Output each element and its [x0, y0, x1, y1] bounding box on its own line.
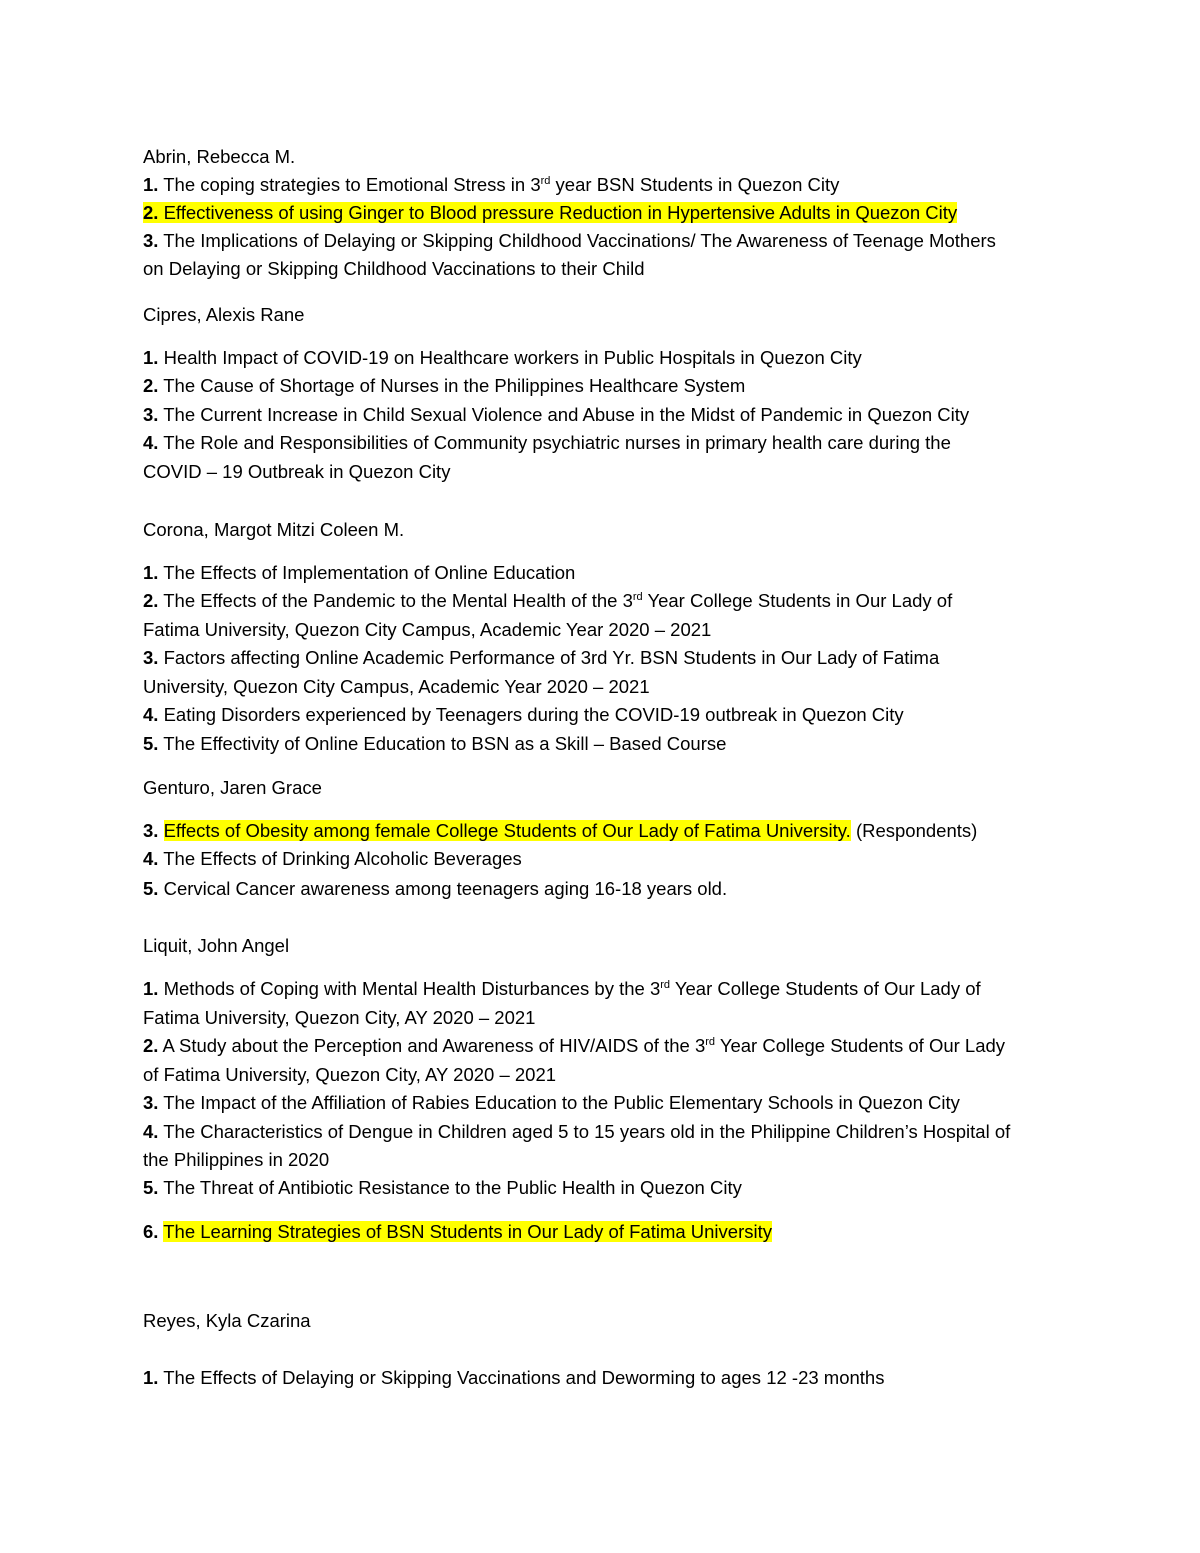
list-item-continuation: of Fatima University, Quezon City, AY 2020 – 2021 — [143, 1064, 557, 1085]
list-item-continuation: the Philippines in 2020 — [143, 1149, 330, 1170]
list-item-continuation: COVID – 19 Outbreak in Quezon City — [143, 461, 451, 482]
list-item: 1. The Effects of Delaying or Skipping Vaccinations and Deworming to ages 12 -23 months — [143, 1367, 885, 1388]
section-name: Genturo, Jaren Grace — [143, 777, 322, 798]
list-item: 4. Eating Disorders experienced by Teenagers during the COVID-19 outbreak in Quezon City — [143, 704, 904, 725]
list-item-partial-highlight: 6. The Learning Strategies of BSN Students in Our Lady of Fatima University — [143, 1221, 772, 1242]
highlighted-text: The Learning Strategies of BSN Students in Our Lady of Fatima University — [163, 1221, 772, 1242]
section-name: Cipres, Alexis Rane — [143, 304, 305, 325]
section-name: Reyes, Kyla Czarina — [143, 1310, 311, 1331]
list-item: 4. The Characteristics of Dengue in Children aged 5 to 15 years old in the Philippine Children’s Hospital of — [143, 1121, 1011, 1142]
list-item: 3. The Impact of the Affiliation of Rabies Education to the Public Elementary Schools in Quezon City — [143, 1092, 960, 1113]
list-item: 1. Health Impact of COVID-19 on Healthcare workers in Public Hospitals in Quezon City — [143, 347, 862, 368]
list-item: 3. The Current Increase in Child Sexual Violence and Abuse in the Midst of Pandemic in Quezon City — [143, 404, 970, 425]
list-item-continuation: Fatima University, Quezon City, AY 2020 – 2021 — [143, 1007, 536, 1028]
list-item-highlighted: 2. Effectiveness of using Ginger to Blood pressure Reduction in Hypertensive Adults in Quezon City — [143, 202, 958, 223]
list-item: 5. The Effectivity of Online Education to BSN as a Skill – Based Course — [143, 733, 727, 754]
list-item: 5. Cervical Cancer awareness among teenagers aging 16-18 years old. — [143, 878, 728, 899]
list-item: 4. The Effects of Drinking Alcoholic Beverages — [143, 848, 522, 869]
list-item-continuation: Fatima University, Quezon City Campus, Academic Year 2020 – 2021 — [143, 619, 712, 640]
list-item: 5. The Threat of Antibiotic Resistance to the Public Health in Quezon City — [143, 1177, 742, 1198]
list-item: 1. Methods of Coping with Mental Health Disturbances by the 3rd Year College Students of Our Lady of — [143, 978, 981, 999]
section-name: Corona, Margot Mitzi Coleen M. — [143, 519, 405, 540]
section-name: Abrin, Rebecca M. — [143, 146, 296, 167]
list-item: 1. The coping strategies to Emotional Stress in 3rd year BSN Students in Quezon City — [143, 174, 840, 195]
list-item-continuation: University, Quezon City Campus, Academic Year 2020 – 2021 — [143, 676, 650, 697]
list-item: 4. The Role and Responsibilities of Community psychiatric nurses in primary health care during the — [143, 432, 951, 453]
list-item: 3. Factors affecting Online Academic Performance of 3rd Yr. BSN Students in Our Lady of Fatima — [143, 647, 940, 668]
list-item: 3. The Implications of Delaying or Skipping Childhood Vaccinations/ The Awareness of Teenage Mothers — [143, 230, 996, 251]
list-item-partial-highlight: 3. Effects of Obesity among female College Students of Our Lady of Fatima University. (Respondents) — [143, 820, 978, 841]
list-item-continuation: on Delaying or Skipping Childhood Vaccinations to their Child — [143, 258, 645, 279]
highlighted-text: Effects of Obesity among female College Students of Our Lady of Fatima University. — [163, 820, 851, 841]
list-item: 2. A Study about the Perception and Awareness of HIV/AIDS of the 3rd Year College Students of Our Lady — [143, 1035, 1006, 1056]
section-name: Liquit, John Angel — [143, 935, 290, 956]
list-item: 1. The Effects of Implementation of Online Education — [143, 562, 576, 583]
list-item: 2. The Cause of Shortage of Nurses in the Philippines Healthcare System — [143, 375, 746, 396]
list-item: 2. The Effects of the Pandemic to the Mental Health of the 3rd Year College Students in Our Lady of — [143, 590, 953, 611]
